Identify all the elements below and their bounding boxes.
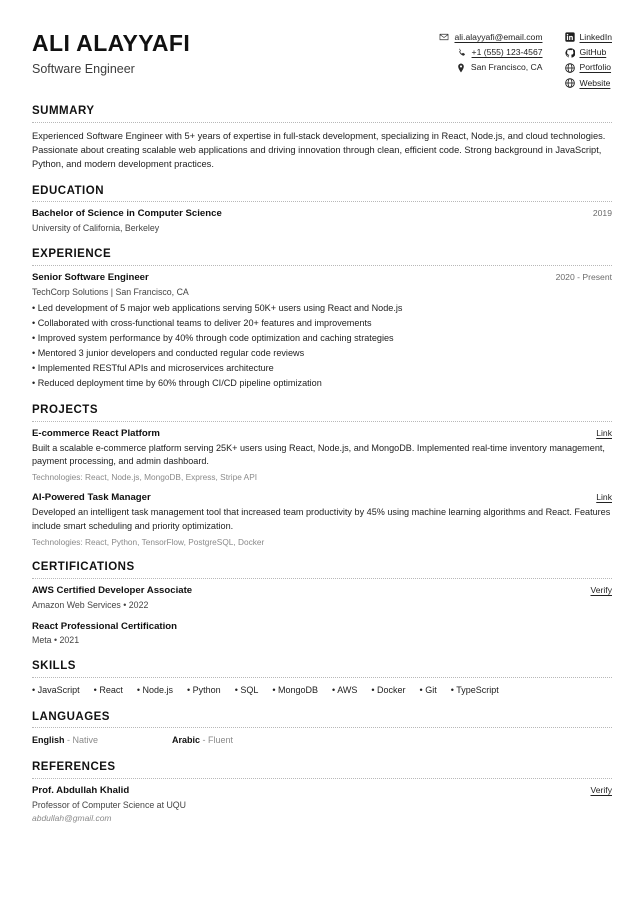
projects-body — [32, 428, 612, 548]
social-link-github[interactable] — [565, 47, 613, 58]
candidate-name: ALI ALAYYAFI — [32, 30, 191, 56]
project-link[interactable]: Link — [596, 492, 612, 503]
section-references — [32, 761, 612, 825]
contact-location-text: San Francisco, CA — [470, 62, 543, 73]
social-link-portfolio[interactable] — [565, 62, 613, 73]
section-experience — [32, 248, 612, 391]
section-education — [32, 185, 612, 235]
envelope-icon — [439, 32, 449, 42]
experience-dates: 2020 - Present — [555, 271, 612, 282]
project-entry-head — [32, 428, 612, 441]
social-link-website-text: Website — [579, 77, 611, 88]
certification-entry — [32, 621, 612, 648]
education-body — [32, 208, 612, 235]
section-rule — [32, 677, 612, 678]
github-icon — [565, 48, 575, 58]
education-degree: Bachelor of Science in Computer Science — [32, 208, 222, 220]
resume-header — [32, 20, 612, 88]
certification-entry-head — [32, 621, 612, 634]
contact-email-text: ali.alayyafi@email.com — [454, 32, 543, 42]
language-name: English — [32, 735, 65, 746]
language-item — [32, 734, 172, 748]
certification-name: React Professional Certification — [32, 620, 178, 632]
education-entry — [32, 208, 612, 235]
globe-icon — [565, 78, 575, 88]
skill-item: • AWS — [332, 685, 358, 695]
skill-item: • Docker — [371, 685, 406, 695]
section-title-experience: EXPERIENCE — [32, 248, 112, 261]
project-description: Built a scalable e-commerce platform serving 25K+ users using React, Node.js, and MongoDB. Implemented real-time inventory management, payment processing, and admin dashboard. — [32, 442, 605, 467]
language-item — [172, 734, 312, 748]
skill-item: • MongoDB — [272, 685, 319, 695]
certification-name: AWS Certified Developer Associate — [32, 584, 193, 596]
certification-issuer: Meta • 2021 — [32, 635, 80, 646]
project-technologies: Technologies: React, Python, TensorFlow, PostgreSQL, Docker — [32, 536, 265, 547]
location-pin-icon — [456, 63, 466, 73]
references-body — [32, 785, 612, 825]
skill-item: • React — [93, 685, 123, 695]
skill-item: • Python — [187, 685, 221, 695]
reference-name: Prof. Abdullah Khalid — [32, 784, 130, 796]
summary-body — [32, 129, 612, 171]
project-entry — [32, 428, 612, 484]
section-rule — [32, 778, 612, 779]
project-technologies: Technologies: React, Node.js, MongoDB, Express, Stripe API — [32, 471, 258, 482]
education-entry-head — [32, 208, 612, 221]
section-rule — [32, 201, 612, 202]
social-link-linkedin[interactable] — [565, 32, 613, 43]
section-title-languages: LANGUAGES — [32, 710, 110, 723]
summary-text: Experienced Software Engineer with 5+ years of expertise in full-stack development, specializing in React, Node.js, and cloud technologies. Passionate about creating scalable web applications and driving innovation through clean, efficient code. Strong background in JavaScript, Python, and modern development practices. — [32, 131, 606, 170]
section-rule — [32, 727, 612, 728]
certification-entry — [32, 585, 612, 612]
social-link-github-text: GitHub — [579, 47, 607, 58]
language-name: Arabic — [172, 735, 201, 746]
phone-icon — [457, 48, 467, 58]
section-title-references: REFERENCES — [32, 760, 116, 773]
certification-issuer: Amazon Web Services • 2022 — [32, 599, 149, 610]
section-certifications — [32, 561, 612, 647]
section-title-projects: PROJECTS — [32, 403, 98, 416]
section-title-skills: SKILLS — [32, 660, 76, 673]
project-name: E-commerce React Platform — [32, 427, 160, 439]
reference-role: Professor of Computer Science at UQU — [32, 799, 187, 810]
experience-entry — [32, 272, 612, 391]
project-entry — [32, 492, 612, 548]
section-title-education: EDUCATION — [32, 184, 105, 197]
experience-role: Senior Software Engineer — [32, 271, 149, 283]
reference-entry-head — [32, 785, 612, 798]
section-projects — [32, 404, 612, 548]
social-link-portfolio-text: Portfolio — [579, 62, 612, 73]
skills-list — [32, 684, 612, 698]
section-rule — [32, 421, 612, 422]
globe-icon — [565, 63, 575, 73]
section-languages — [32, 711, 612, 748]
certifications-body — [32, 585, 612, 647]
language-level: - Fluent — [202, 735, 234, 746]
experience-entry-head — [32, 272, 612, 285]
experience-bullet: • Led development of 5 major web applications serving 50K+ users using React and Node.js — [32, 302, 403, 313]
linkedin-icon — [565, 32, 575, 42]
contact-location — [456, 62, 543, 73]
section-title-certifications: CERTIFICATIONS — [32, 561, 135, 574]
skill-item: • Node.js — [136, 685, 174, 695]
section-summary — [32, 105, 612, 171]
experience-bullet: • Reduced deployment time by 60% through CI/CD pipeline optimization — [32, 378, 322, 389]
experience-bullet: • Implemented RESTful APIs and microservices architecture — [32, 363, 274, 374]
project-link[interactable]: Link — [596, 427, 612, 438]
certification-entry-head — [32, 585, 612, 598]
contact-phone-text: +1 (555) 123-4567 — [471, 47, 543, 58]
contact-phone[interactable] — [457, 47, 543, 58]
experience-company: TechCorp Solutions | San Francisco, CA — [32, 286, 189, 297]
identity-block — [32, 28, 190, 77]
skill-item: • JavaScript — [32, 685, 80, 695]
skill-item: • SQL — [234, 685, 259, 695]
experience-body — [32, 272, 612, 391]
education-year: 2019 — [592, 208, 612, 219]
social-links-column — [565, 32, 613, 88]
project-name: AI-Powered Task Manager — [32, 492, 151, 504]
experience-bullet: • Collaborated with cross-functional teams to deliver 20+ features and improvements — [32, 317, 372, 328]
certification-verify-link[interactable]: Verify — [590, 584, 612, 595]
section-rule — [32, 265, 612, 266]
section-title-summary: SUMMARY — [32, 105, 95, 118]
social-link-linkedin-text: LinkedIn — [579, 32, 612, 42]
section-rule — [32, 122, 612, 123]
experience-bullets — [32, 302, 612, 391]
social-link-website[interactable] — [565, 78, 613, 89]
contact-details-column — [439, 32, 542, 73]
section-skills — [32, 660, 612, 697]
contact-block — [439, 28, 612, 88]
experience-bullet: • Improved system performance by 40% through code optimization and caching strategies — [32, 332, 394, 343]
experience-bullet: • Mentored 3 junior developers and conducted regular code reviews — [32, 348, 305, 358]
reference-entry — [32, 785, 612, 825]
skill-item: • TypeScript — [450, 685, 499, 695]
languages-body — [32, 734, 612, 748]
languages-list — [32, 734, 612, 748]
language-level: - Native — [67, 735, 99, 746]
reference-email: abdullah@gmail.com — [32, 813, 112, 824]
project-description: Developed an intelligent task management tool that increased team productivity by 45% using machine learning algorithms and React. Features include smart scheduling and priority optimization. — [32, 507, 611, 531]
contact-email[interactable] — [439, 32, 542, 43]
education-school: University of California, Berkeley — [32, 223, 160, 234]
section-rule — [32, 578, 612, 579]
reference-verify-link[interactable]: Verify — [590, 784, 612, 795]
skill-item: • Git — [419, 685, 437, 695]
project-entry-head — [32, 492, 612, 505]
candidate-title: Software Engineer — [32, 62, 135, 77]
skills-body — [32, 684, 612, 698]
